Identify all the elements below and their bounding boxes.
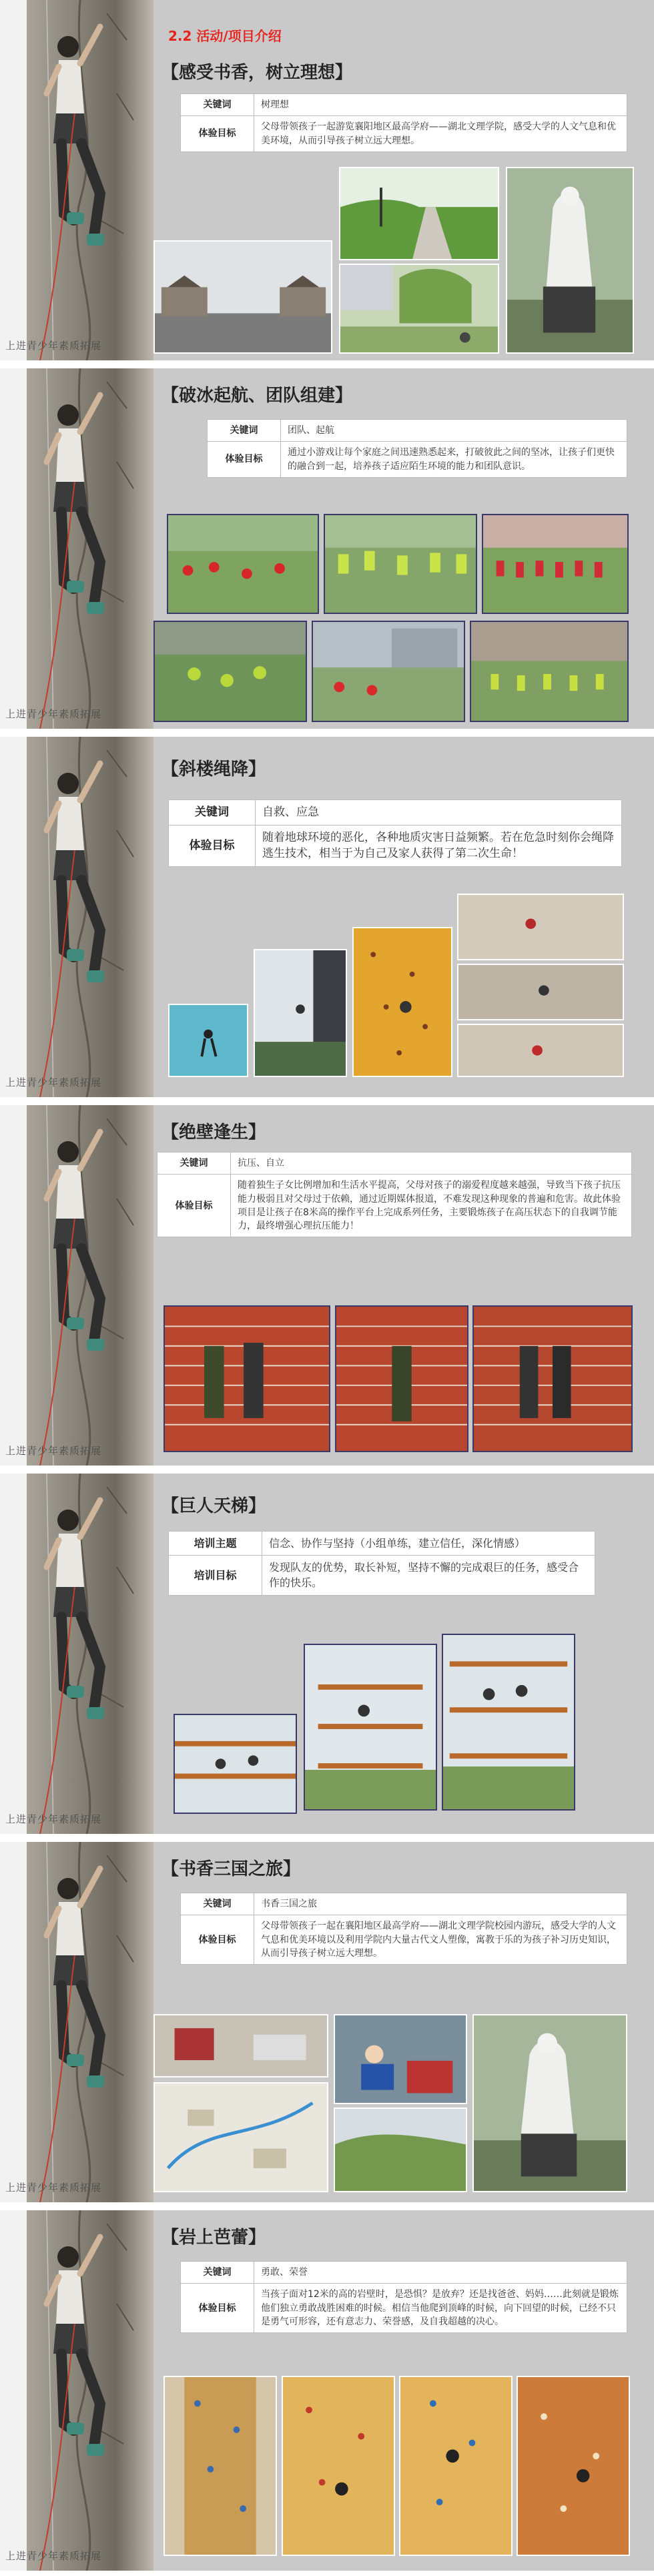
slide-content (153, 368, 654, 729)
table-row (169, 1532, 595, 1556)
row-value: 通过小游戏让每个家庭之间迅速熟悉起来，打破彼此之间的坚冰，让孩子们更快的融合到一起，培养孩子适应陌生环境的能力和团队意识。 (281, 442, 627, 478)
row-value: 自救、应急 (256, 800, 622, 826)
rock-wall-photo-2 (282, 2376, 395, 2556)
brick-wall-photo-2 (335, 1305, 468, 1452)
table-row (169, 800, 622, 826)
row-key: 关键词 (208, 420, 281, 442)
row-key: 关键词 (181, 94, 254, 116)
brand-caption: 上进青少年素质拓展 (5, 1813, 102, 1825)
rappel-wall-photo (352, 927, 452, 1077)
row-key: 关键词 (181, 1893, 254, 1915)
slide-title: 【绝壁逢生】 (161, 1122, 266, 1143)
slide-content (153, 1105, 654, 1466)
info-table (168, 1531, 595, 1596)
slide-title: 【岩上芭蕾】 (161, 2228, 266, 2248)
brick-wall-photo-3 (472, 1305, 633, 1452)
climber-photo (0, 737, 153, 1097)
slide-content (153, 0, 654, 360)
campus-path-photo (339, 167, 499, 260)
brick-wall-photo-1 (164, 1305, 330, 1452)
slide-2 (0, 368, 654, 729)
slide-7 (0, 2210, 654, 2571)
row-key: 体验目标 (181, 116, 254, 152)
info-table (168, 799, 622, 867)
row-key: 关键词 (181, 2262, 254, 2284)
field-team-photo (470, 621, 629, 722)
info-table (157, 1152, 632, 1237)
slide-title: 【巨人天梯】 (161, 1496, 266, 1516)
row-key: 体验目标 (208, 442, 281, 478)
campus-walk-photo (339, 264, 499, 354)
row-key: 关键词 (169, 800, 256, 826)
row-value: 当孩子面对12米的高的岩壁时，是恐惧？是放弃？还是找爸爸、妈妈……此刻就是锻炼他们独立勇敢战胜困难的时候。相信当他爬到顶峰的时候，向下回望的时候，已经不只是勇气可形容，还有意志力、荣誉感，及自我超越的决心。 (254, 2284, 627, 2333)
row-value: 树理想 (254, 94, 627, 116)
rappel-photo-2 (254, 949, 347, 1077)
row-value: 勇敢、荣誉 (254, 2262, 627, 2284)
brand-caption: 上进青少年素质拓展 (5, 1076, 102, 1088)
campus-lake-photo (334, 2108, 467, 2192)
campus-gate-photo (153, 240, 332, 354)
rappel-photo-1 (168, 1004, 248, 1077)
climber-photo (0, 1105, 153, 1466)
slide-6 (0, 1842, 654, 2202)
info-table (207, 419, 627, 478)
table-row (169, 1556, 595, 1595)
giant-ladder-photo-1 (174, 1714, 297, 1814)
row-value: 信念、协作与坚持（小组单练，建立信任，深化情感） (262, 1532, 595, 1556)
descent-photo-2 (457, 964, 624, 1020)
brand-caption: 上进青少年素质拓展 (5, 2550, 102, 2562)
table-row (181, 2262, 627, 2284)
campus-map-photo (153, 2082, 328, 2192)
table-row (181, 1915, 627, 1965)
row-key: 培训主题 (169, 1532, 262, 1556)
row-key: 体验目标 (181, 1915, 254, 1965)
row-value: 书香三国之旅 (254, 1893, 627, 1915)
table-row (157, 1153, 632, 1175)
table-row (208, 420, 627, 442)
row-value: 父母带领孩子一起游览襄阳地区最高学府——湖北文理学院，感受大学的人文气息和优美环境，从而引导孩子树立远大理想。 (254, 116, 627, 152)
info-table (180, 1893, 627, 1965)
statue-photo (472, 2014, 627, 2192)
row-key: 体验目标 (157, 1175, 231, 1237)
climber-photo (0, 0, 153, 360)
slide-title: 【书香三国之旅】 (161, 1859, 301, 1879)
climber-photo (0, 368, 153, 729)
row-value: 随着独生子女比例增加和生活水平提高，父母对孩子的溺爱程度越来越强，导致当下孩子抗压能力极弱且对父母过于依赖，通过近期媒体报道，不难发现这种现象的普遍和危害。故此体验项目是让孩子在8米高的操作平台上完成系列任务，主要锻炼孩子在高压状态下的自我调节能力，最终增强心理抗压能力！ (231, 1175, 632, 1237)
slide-1 (0, 0, 654, 360)
brand-caption: 上进青少年素质拓展 (5, 708, 102, 720)
rock-wall-photo-1 (164, 2376, 277, 2556)
climber-photo (0, 1474, 153, 1834)
giant-ladder-photo-3 (442, 1634, 575, 1811)
section-tag: 2.2 活动/项目介绍 (168, 28, 282, 44)
team-line-photo (482, 514, 629, 614)
slide-content (153, 737, 654, 1097)
info-table (180, 93, 627, 152)
statue-photo (506, 167, 634, 354)
row-key: 体验目标 (169, 825, 256, 866)
museum-photo (153, 2014, 328, 2077)
table-row (208, 442, 627, 478)
slide-content (153, 1842, 654, 2202)
table-row (181, 1893, 627, 1915)
team-vests-photo (324, 514, 477, 614)
icebreaker-photo (167, 514, 319, 614)
row-value: 父母带领孩子一起在襄阳地区最高学府——湖北文理学院校园内游玩，感受大学的人文气息和优美环境以及利用学院内大量古代文人塑像，寓教于乐的为孩子补习历史知识，从而引导孩子树立远大理想。 (254, 1915, 627, 1965)
table-row (157, 1175, 632, 1237)
row-value: 团队、起航 (281, 420, 627, 442)
brand-caption: 上进青少年素质拓展 (5, 2182, 102, 2194)
table-row (181, 2284, 627, 2333)
row-value: 发现队友的优势，取长补短，坚持不懈的完成艰巨的任务，感受合作的快乐。 (262, 1556, 595, 1595)
table-row (169, 825, 622, 866)
row-key: 体验目标 (181, 2284, 254, 2333)
slide-title: 【感受书香，树立理想】 (161, 63, 353, 83)
slide-content (153, 2210, 654, 2571)
row-value: 随着地球环境的恶化，各种地质灾害日益频繁。若在危急时刻你会绳降逃生技术，相当于为自己及家人获得了第二次生命！ (256, 825, 622, 866)
table-row (181, 94, 627, 116)
brand-caption: 上进青少年素质拓展 (5, 340, 102, 352)
slide-title: 【破冰起航、团队组建】 (161, 386, 353, 406)
row-key: 关键词 (157, 1153, 231, 1175)
slide-title: 【斜楼绳降】 (161, 759, 266, 779)
rock-wall-photo-3 (399, 2376, 513, 2556)
slide-3 (0, 737, 654, 1097)
descent-photo-3 (457, 1024, 624, 1077)
slide-content (153, 1474, 654, 1834)
giant-ladder-photo-2 (304, 1644, 437, 1811)
info-table (180, 2261, 627, 2333)
reading-photo (334, 2014, 467, 2104)
slide-4 (0, 1105, 654, 1466)
rock-wall-photo-4 (517, 2376, 630, 2556)
game-circle-photo (153, 621, 307, 722)
climber-photo (0, 1842, 153, 2202)
row-value: 抗压、自立 (231, 1153, 632, 1175)
slide-5 (0, 1474, 654, 1834)
brand-caption: 上进青少年素质拓展 (5, 1445, 102, 1457)
table-row (181, 116, 627, 152)
descent-photo-1 (457, 894, 624, 960)
campus-game-photo (312, 621, 465, 722)
climber-photo (0, 2210, 153, 2571)
row-key: 培训目标 (169, 1556, 262, 1595)
